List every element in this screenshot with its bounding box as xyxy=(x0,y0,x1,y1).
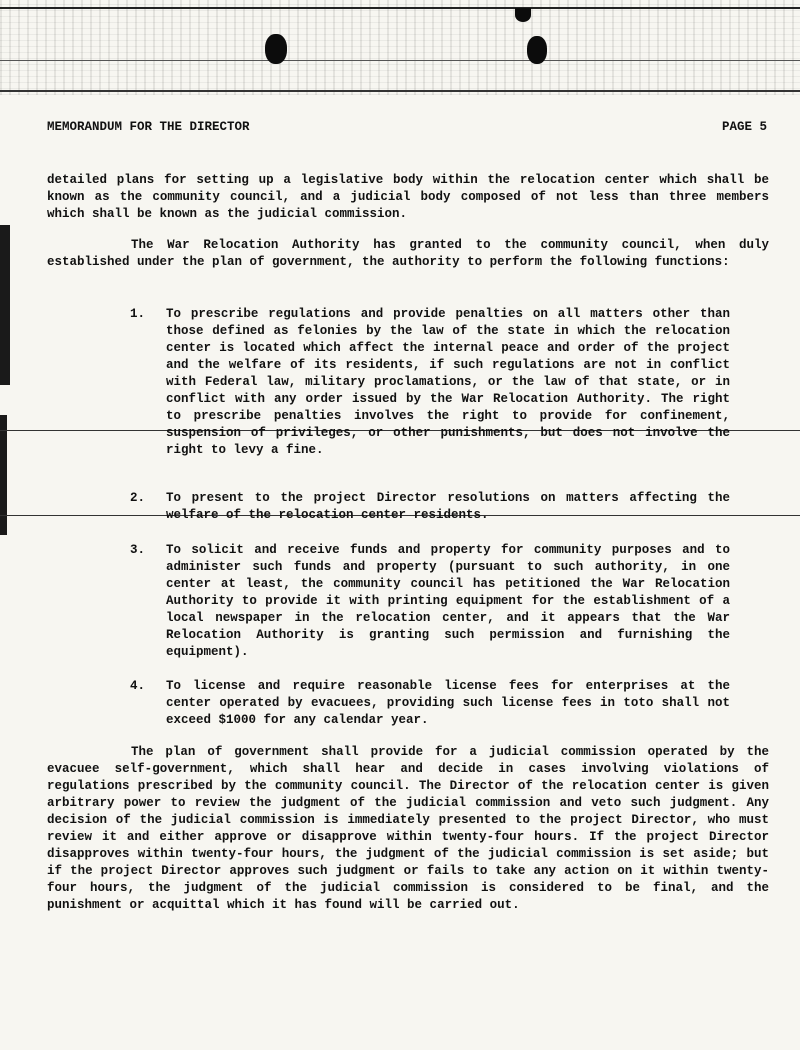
list-item-text: To present to the project Director resolutions on matters affecting the welfare of the relocation center residents. xyxy=(166,491,730,522)
list-item-number: 1. xyxy=(130,307,146,321)
list-item xyxy=(130,490,730,524)
punch-hole xyxy=(527,36,547,64)
header-rule xyxy=(0,90,800,92)
page-number: PAGE 5 xyxy=(721,120,767,134)
list-item xyxy=(130,542,730,661)
binding-shadow xyxy=(0,415,7,535)
list-item-number: 2. xyxy=(130,491,146,505)
list-item-text: To license and require reasonable license fees for enterprises at the center operated by evacuees, providing such license fees in toto shall not exceed $1000 for any calendar year. xyxy=(166,679,730,727)
list-item-number: 4. xyxy=(130,679,146,693)
top-rule xyxy=(0,7,800,9)
memo-title: MEMORANDUM FOR THE DIRECTOR xyxy=(47,120,250,134)
final-paragraph: The plan of government shall provide for a judicial commission operated by the evacuee self-government, which shall hear and decide in cases involving violations of regulations prescribed by the community council. The Director of the relocation center is given arbitrary power to review the judgment of the judicial commission and veto such judgment. Any decision of the judicial commission is immediately presented to the project Director, who must review it and either approve or disapprove within twenty-four hours. If the project Director disapproves within twenty-four hours, the judgment of the judicial commission is set aside; but if the project Director approves such judgment or fails to take any action on it within twenty-four hours, the judgment of the judicial commission is considered to be final, and the punishment or acquittal which it has found will be carried out. xyxy=(47,745,769,912)
punch-hole xyxy=(515,8,531,22)
list-item-text: To solicit and receive funds and property for community purposes and to administer such funds and property (pursuant to such authority, in one center at least, the community council has petitioned the War Relocation Authority to provide it with printing equipment for the establishment of a local newspaper in the relocation center, and it appears that the War Relocation Authority is granting such permission and furnishing the equipment). xyxy=(166,543,730,659)
binding-shadow xyxy=(0,225,10,385)
list-item xyxy=(130,678,730,729)
memo-header xyxy=(47,120,767,134)
lead-paragraph: The War Relocation Authority has granted to the community council, when duly established under the plan of government, the authority to perform the following functions: xyxy=(47,238,769,269)
list-item-text: To prescribe regulations and provide penalties on all matters other than those defined as felonies by the law of the state in which the relocation center is located which affect the internal peace and order of the project and the welfare of its residents, if such regulations are not in conflict with Federal law, military proclamations, or the law of that state, or in conflict with any order issued by the War Relocation Authority. The right to prescribe penalties involves the right to provide for confinement, suspension of privileges, or other punishments, but does not involve the right to levy a fine. xyxy=(166,307,730,457)
punch-hole xyxy=(265,34,287,64)
intro-paragraph: detailed plans for setting up a legislative body within the relocation center which shall be known as the community council, and a judicial body composed of not less than three members which shall be known as the judicial commission. xyxy=(47,173,769,221)
scan-noise-band xyxy=(0,0,800,95)
divider-rule xyxy=(0,60,800,61)
list-item-number: 3. xyxy=(130,543,146,557)
list-item xyxy=(130,306,730,459)
